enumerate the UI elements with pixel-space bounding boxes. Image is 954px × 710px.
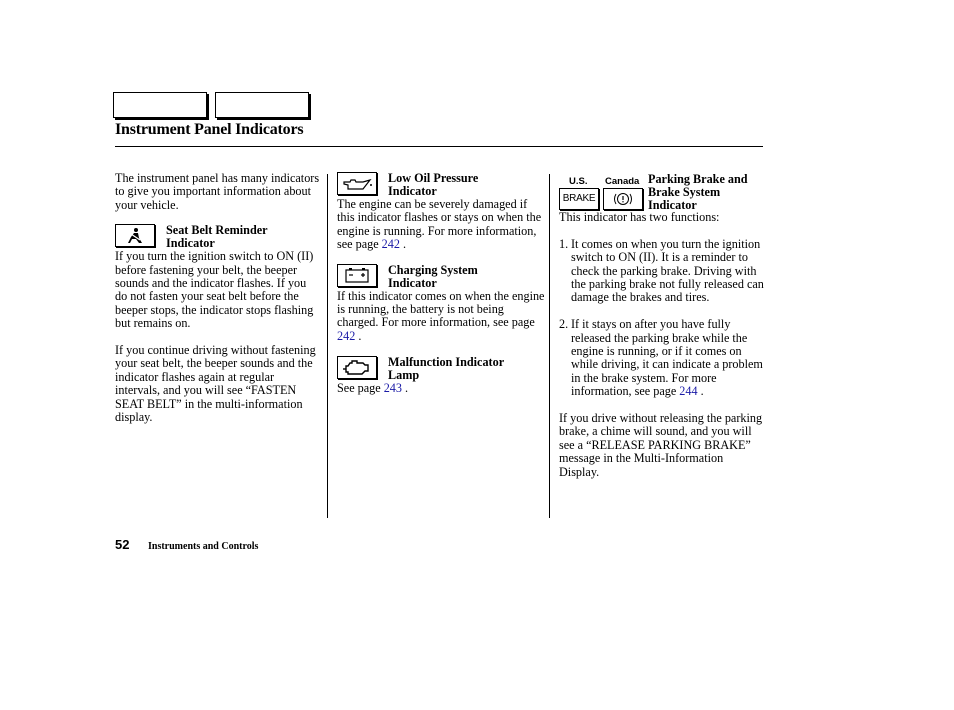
list-item: 1. It comes on when you turn the ignition switch to ON (II). It is a reminder to check the parking brake. Driving with the parking brake not fully released can damage the brakes and tires. [559, 236, 764, 305]
seatbelt-paragraph-1: If you turn the ignition switch to ON (II) before fastening your belt, the beeper sounds and the indicator flashes. If you do not fasten your seat belt before the beeper stops, the indicator stops flashing but remains on. [115, 249, 314, 331]
engine-icon [337, 356, 377, 379]
nav-prev-button[interactable] [113, 92, 207, 118]
brake-warning-icon [603, 188, 643, 210]
column-2 [337, 172, 545, 396]
oil-paragraph: The engine can be severely damaged if this indicator flashes or stays on when the engine is running. For more information, see page 242 . [337, 197, 542, 252]
page-title: Instrument Panel Indicators [115, 121, 304, 138]
nav-next-button[interactable] [215, 92, 309, 118]
title-rule [115, 146, 763, 147]
charging-heading-row [337, 264, 545, 290]
seatbelt-paragraph-2: If you continue driving without fastening your seat belt, the beeper sounds and the indicator flashes again at regular intervals, and you will see “FASTEN SEAT BELT” in the multi-information display. [115, 343, 316, 425]
list-item: 2. If it stays on after you have fully released the parking brake while the engine is running, or if it comes on while driving, it can indicate a problem in the brake system. For more information, see page 244 . [559, 317, 763, 399]
section-name: Instruments and Controls [148, 541, 259, 552]
column-divider [327, 174, 328, 518]
intro-paragraph: The instrument panel has many indicators to give you important information about your vehicle. [115, 171, 320, 212]
charging-paragraph: If this indicator comes on when the engine is running, the battery is not being charged. For more information, see page 242 . [337, 288, 545, 343]
page-link[interactable]: 242 [381, 237, 400, 252]
canada-label: Canada [605, 176, 640, 187]
page-link[interactable]: 243 [383, 381, 402, 396]
brake-heading-line1: Parking Brake and [648, 172, 748, 186]
brake-closing: If you drive without releasing the parking brake, a chime will sound, and you will see a “RELEASE PARKING BRAKE” message in the Multi-Information Display. [559, 411, 763, 479]
malfunction-heading-line2: Lamp [388, 368, 420, 383]
seatbelt-heading-row [115, 224, 321, 250]
seatbelt-icon [115, 224, 155, 247]
oil-heading-line2: Indicator [388, 184, 437, 198]
malfunction-paragraph: See page 243 . [337, 381, 409, 396]
column-divider [549, 174, 550, 518]
column-3 [559, 172, 764, 479]
seatbelt-heading-line1: Seat Belt Reminder [166, 223, 268, 238]
oil-heading-row [337, 172, 545, 198]
charging-heading-line1: Charging System [388, 262, 478, 277]
seatbelt-heading-line2: Indicator [166, 236, 215, 251]
charging-heading-line2: Indicator [388, 275, 437, 290]
brake-text-icon: BRAKE [559, 188, 599, 210]
us-label: U.S. [569, 176, 588, 187]
oil-heading-line1: Low Oil Pressure [388, 171, 479, 185]
brake-heading-line3: Indicator [648, 198, 697, 212]
oil-can-icon [337, 172, 377, 195]
column-1 [115, 172, 321, 424]
page-number: 52 [115, 537, 130, 552]
battery-icon [337, 264, 377, 287]
malfunction-heading-row [337, 356, 545, 382]
brake-intro: This indicator has two functions: [559, 210, 720, 224]
page-link[interactable]: 244 [679, 384, 698, 399]
malfunction-heading-line1: Malfunction Indicator [388, 355, 505, 370]
page-link[interactable]: 242 [337, 328, 356, 343]
brake-heading-line2: Brake System [648, 185, 721, 199]
